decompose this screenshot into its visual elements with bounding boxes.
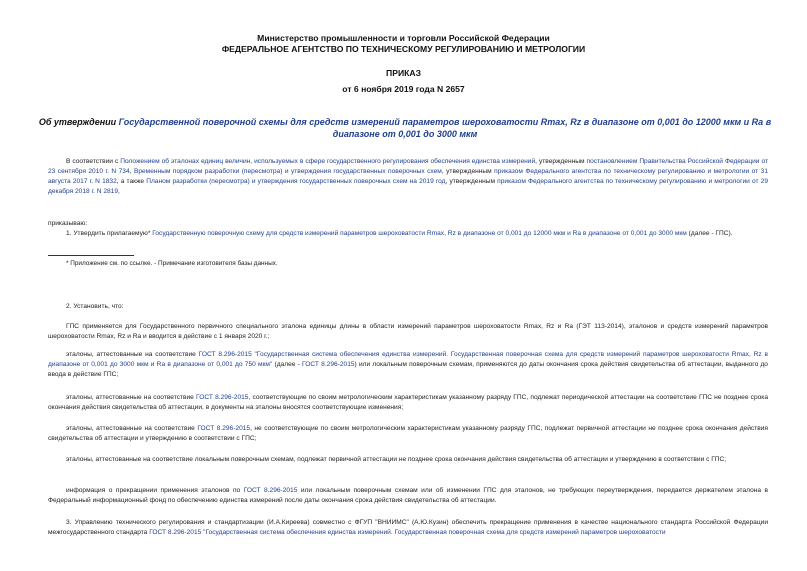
standards-paragraph-b: эталоны, аттестованные на соответствие ГОСТ 8.296-2015, соответствующие по своим метрологическим характеристикам указанному разряду ГПС, подлежат периодической аттестации на соответствие ГПС не позднее срока окончания действия свидетельства об аттестации, в документы на эталоны вносятся соответствующие изменения;	[48, 394, 768, 411]
gost-8-296-2015-link[interactable]: ГОСТ 8.296-2015	[196, 394, 249, 401]
footnote: * Приложение см. по ссылке. - Примечание изготовителя базы данных.	[66, 260, 278, 267]
temporary-procedure-link[interactable]: Временным порядком разработки (пересмотра) и утверждения государственных поверочных схем	[133, 168, 442, 175]
regulation-link[interactable]: Положением об эталонах единиц величин, используемых в сфере государственного регулирования обеспечения единства измерений	[120, 158, 536, 165]
intro-paragraph: В соответствии с Положением об эталонах единиц величин, используемых в сфере государственного регулирования обеспечения единства измерений, утвержденным постановлением Правительства Российской Федерации от 23 сентября 2010 г. N 734, Временным порядком разработки (пересмотра) и утверждения государственных поверочных схем, утвержденным приказом Федерального агентства по техническому регулированию и метрологии от 31 августа 2017 г. N 1832, а также Планом разработки (пересмотра) и утверждения государственных поверочных схем на 2019 год, утвержденным приказом Федерального агентства по техническому регулированию и метрологии от 29 декабря 2018 г. N 2819,	[48, 158, 769, 195]
ministry-name: Министерство промышленности и торговли Российской Федерации	[257, 33, 550, 43]
gps-scope-paragraph: ГПС применяется для Государственного первичного специального эталона единицы длины в области измерений параметров шероховатости Rmax, Rz и Ra (ГЭТ 113-2014), эталонов и средств измерений параметров шероховатости Rmax, Rz и Ra и вводится в действие с 1 января 2020 г.;	[48, 323, 768, 340]
item-3-paragraph: 3. Управлению технического регулирования и стандартизации (И.А.Киреева) совместно с ФГУП "ВНИИМС" (А.Ю.Кузин) обеспечить прекращение применения в качестве национального стандарта Российской Федерации межгосударственного стандарта ГОСТ 8.296-2015 "Государственная система обеспечения единства измерений. Государственная поверочная схема для средств измерений параметров шероховатости	[48, 519, 768, 536]
item-1-paragraph: 1. Утвердить прилагаемую* Государственную поверочную схему для средств измерений параметров шероховатости Rmax, Rz в диапазоне от 0,001 до 12000 мкм и Ra в диапазоне от 0,001 до 3000 мкм (далее - ГПС).	[66, 230, 733, 237]
title-link[interactable]: Государственной поверочной схемы для средств измерений параметров шероховатости Rmax, Rz в диапазоне от 0,001 до 12000 мкм и Ra в диапазоне от 0,001 до 3000 мкм	[118, 117, 772, 139]
gost-8-296-2015-full-link[interactable]: ГОСТ 8.296-2015 "Государственная система обеспечения единства измерений. Государственная поверочная схема для средств измерений параметров шероховатости Rmax, Rz в диапазоне от 0,001 до 3000 мкм и Ra в диапазоне от 0,001 до 750 мкм"	[48, 351, 768, 368]
order-word: приказываю:	[48, 220, 88, 227]
gps-scheme-link[interactable]: Государственную поверочную схему для средств измерений параметров шероховатости Rmax, Rz в диапазоне от 0,001 до 12000 мкм и Ra в диапазоне от 0,001 до 3000 мкм	[152, 230, 687, 237]
agency-order-1832-link[interactable]: приказом Федерального агентства по техническому регулированию и метрологии от 31 августа 2017 г. N 1832	[48, 168, 768, 185]
plan-2019-link[interactable]: Планом разработки (пересмотра) и утверждения государственных поверочных схем на 2019 год	[146, 178, 446, 185]
item-2-paragraph: 2. Установить, что:	[66, 303, 124, 310]
gost-8-296-2015-link[interactable]: ГОСТ 8.296-2015	[302, 361, 355, 368]
government-decree-link[interactable]: постановлением Правительства Российской Федерации от 23 сентября 2010 г. N 734	[48, 158, 769, 175]
information-paragraph: информация о прекращении применения эталонов по ГОСТ 8.296-2015 или локальным поверочным схемам или об изменении ГПС для эталонов, не требующих переутверждения, передается держателем эталона в Федеральный информационный фонд по обеспечению единства измерений после даты окончания срока действия свидетельства об аттестации.	[48, 487, 769, 504]
gost-8-296-2015-link[interactable]: ГОСТ 8.296-2015	[197, 425, 251, 432]
title-prefix: Об утверждении	[38, 117, 119, 127]
footnote-divider	[48, 255, 134, 256]
standards-paragraph-c: эталоны, аттестованные на соответствие ГОСТ 8.296-2015, не соответствующие по своим метрологическим характеристикам указанному разряду ГПС, подлежат первичной аттестации не позднее срока окончания действия свидетельства об аттестации и утверждению в соответствии с ГПС;	[48, 425, 768, 442]
agency-name: ФЕДЕРАЛЬНОЕ АГЕНТСТВО ПО ТЕХНИЧЕСКОМУ РЕГУЛИРОВАНИЮ И МЕТРОЛОГИИ	[221, 44, 586, 54]
document-type: ПРИКАЗ	[386, 68, 421, 78]
standards-paragraph-a: эталоны, аттестованные на соответствие ГОСТ 8.296-2015 "Государственная система обеспечения единства измерений. Государственная поверочная схема для средств измерений параметров шероховатости Rmax, Rz в диапазоне от 0,001 до 3000 мкм и Ra в диапазоне от 0,001 до 750 мкм" (далее - ГОСТ 8.296-2015) или локальным поверочным схемам, применяются до даты окончания срока действия свидетельства об аттестации, выданного до ввода в действие ГПС;	[48, 351, 768, 378]
standards-paragraph-d: эталоны, аттестованные на соответствие локальным поверочным схемам, подлежат первичной аттестации не позднее срока окончания действия свидетельства об аттестации и утверждению в соответствии с ГПС;	[66, 456, 727, 463]
agency-order-2819-link[interactable]: приказом Федерального агентства по техническому регулированию и метрологии от 29 декабря 2018 г. N 2819	[48, 178, 768, 195]
document-date-number: от 6 ноября 2019 года N 2657	[342, 84, 465, 94]
document-title	[30, 116, 780, 140]
gost-8-296-2015-full-link[interactable]: ГОСТ 8.296-2015 "Государственная система обеспечения единства измерений. Государственная поверочная схема для средств измерений параметров шероховатости	[149, 529, 666, 536]
gost-8-296-2015-link[interactable]: ГОСТ 8.296-2015	[243, 487, 298, 494]
